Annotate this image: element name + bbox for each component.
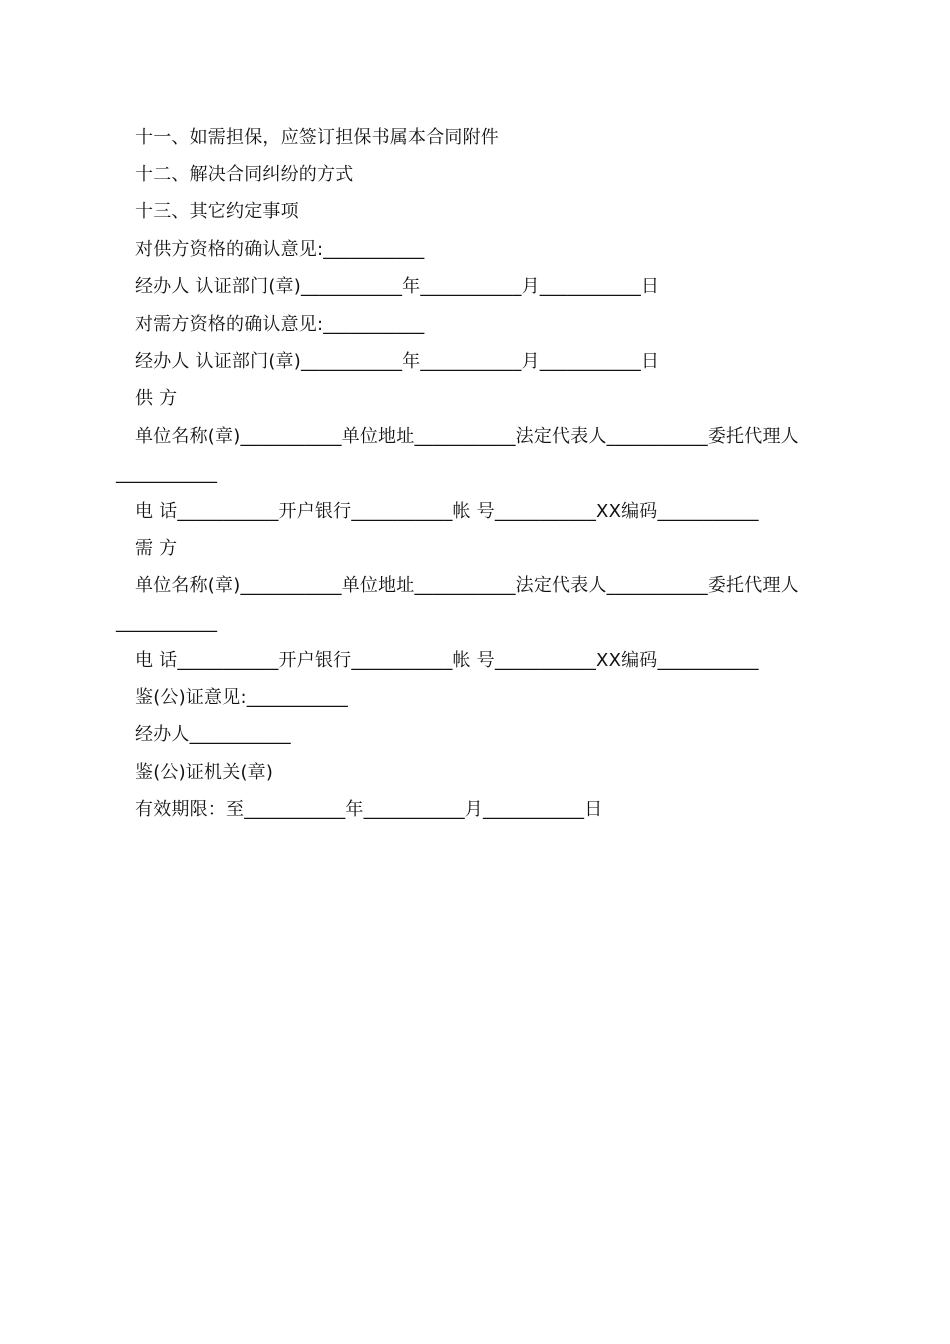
buyer-contact-info: 电 话___________开户银行___________帐 号___________XX编码___________: [135, 650, 759, 671]
validity-period: 有效期限：至___________年___________月___________日: [135, 799, 603, 820]
buyer-certification-date: 经办人 认证部门(章)___________年___________月___________日: [135, 351, 660, 372]
supplier-heading: 供 方: [135, 388, 178, 409]
notary-authority: 鉴(公)证机关(章): [135, 762, 274, 783]
supplier-agent-blank: ___________: [116, 463, 218, 484]
supplier-unit-info: 单位名称(章)___________单位地址___________法定代表人___________委托代理人: [135, 426, 799, 447]
buyer-heading: 需 方: [135, 538, 178, 559]
clause-13: 十三、其它约定事项: [135, 201, 299, 222]
clause-11: 十一、如需担保，应签订担保书属本合同附件: [135, 127, 499, 148]
buyer-agent-blank: ___________: [116, 612, 218, 633]
notary-handler: 经办人___________: [135, 724, 291, 745]
supplier-contact-info: 电 话___________开户银行___________帐 号___________XX编码___________: [135, 501, 759, 522]
notary-opinion: 鉴(公)证意见:___________: [135, 687, 348, 708]
buyer-unit-info: 单位名称(章)___________单位地址___________法定代表人___________委托代理人: [135, 575, 799, 596]
supplier-certification-date: 经办人 认证部门(章)___________年___________月___________日: [135, 276, 660, 297]
clause-12: 十二、解决合同纠纷的方式: [135, 164, 354, 185]
supplier-qualification-opinion: 对供方资格的确认意见:___________: [135, 239, 425, 260]
buyer-qualification-opinion: 对需方资格的确认意见:___________: [135, 314, 425, 335]
